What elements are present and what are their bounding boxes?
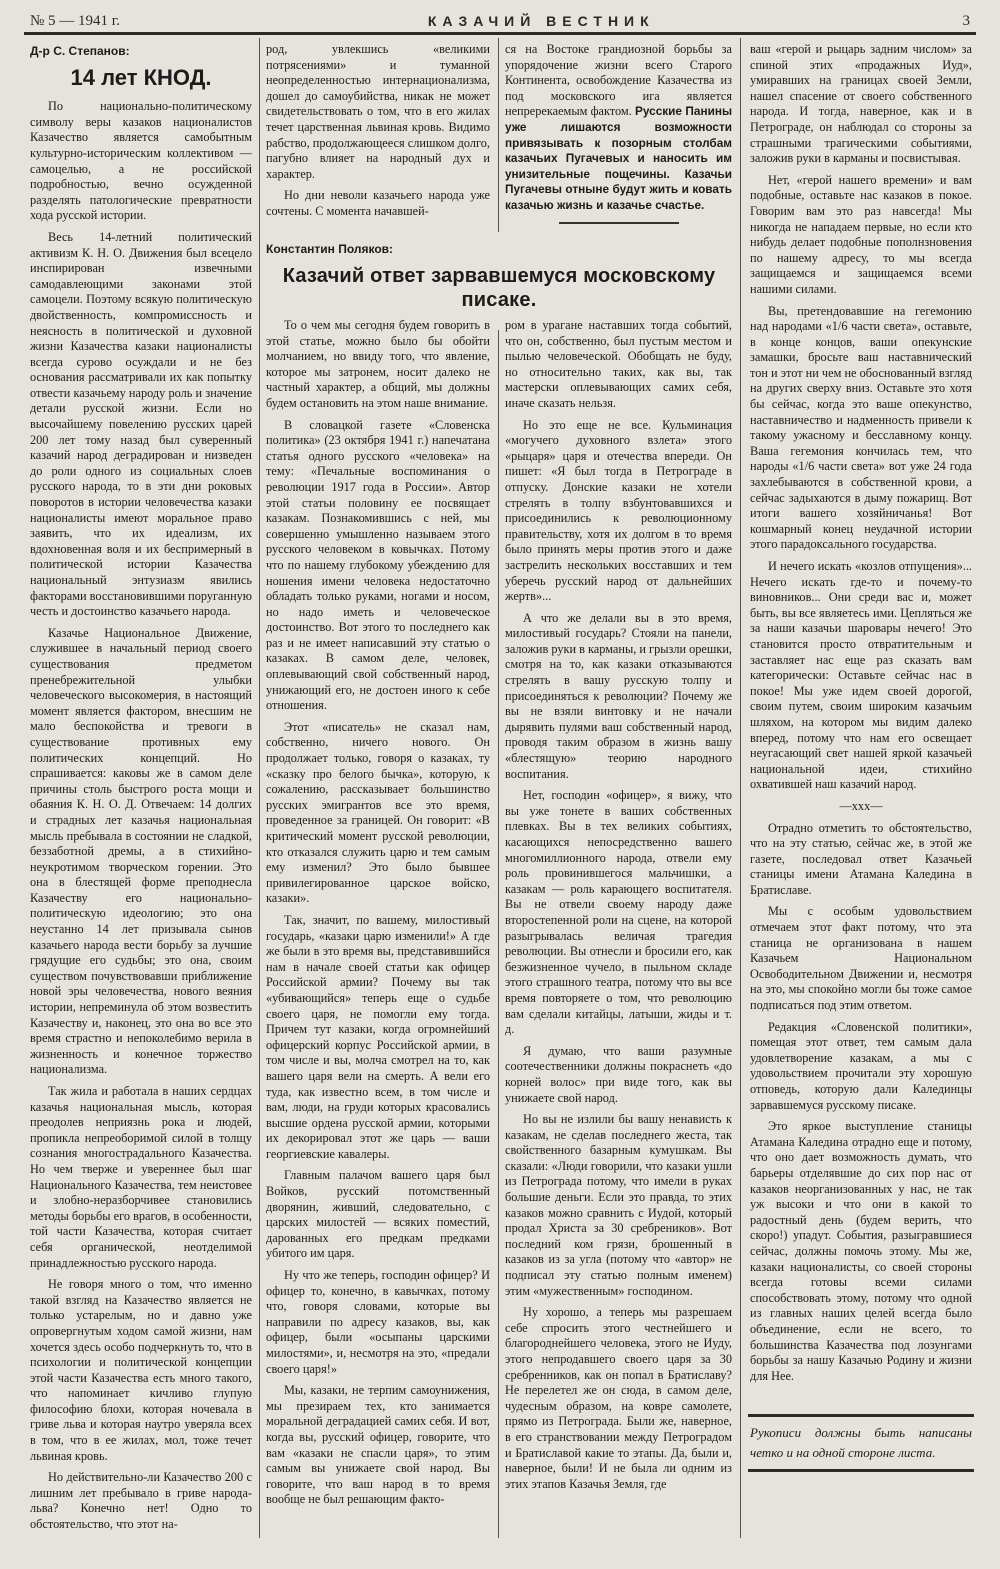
paragraph: Этот «писатель» не сказал нам, собственно, ничего нового. Он продолжает только, говоря о казаках, ту «сказку про белого бычка», которую, к сожалению, рассказывает большинство русских эмигрантов все это время, проведенное за границей. Он говорит: «В критический момент русской революции, кто отказался служить царю и тем самым ему изменил? Это было бывшее привилегированное царское войско, казаки». [266,719,490,906]
article2-title: Казачий ответ зарвавшемуся московскому писаке. [282,265,716,311]
paragraph: Ну что же теперь, господин офицер? И офицер то, конечно, в кавычках, потому что, говоря словами, которые вы направили по адресу казаков, вы, как офицер, были «осыпаны царскими милостями», и, несмотря на это, «предали своего царя!» [266,1268,490,1376]
paragraph: Нет, «герой нашего времени» и вам подобные, оставьте нас казаков в покое. Говорим вам это раз навсегда! Мы никогда не нападаем первые, но если кто нибудь делает подобные пополнзновения по нашему адресу, то мы всегда защищаемся и защищаемся всеми нашими силами. [750,172,972,296]
paragraph: Мы, казаки, не терпим самоунижения, мы презираем тех, кто занимается моральной деградацией самих себя. И вот, когда вы, русский офицер, говорите, что вам «казаки не спасли царя», то этим самым вы унижаете свой народ. Вы говорите, что ваш народ в то время вообще не был решающим факто- [266,1383,490,1507]
paragraph: Вы, претендовавшие на гегемонию над народами «1/6 части света», оставьте, в конце концов, ваши опекунские замашки, бросьте ваш наставнический тон и этот ни чем не обоснованный взгляд на других сверху вниз. Оставьте это хотя бы сейчас, когда это ваше опекунство, наставничество и надменность привели к такому ужасному и бесславному концу. Ваша гегемония кончилась тем, что народы «1/6 части света» вот уже 24 года захлебываются в собственной крови, а сейчас задыхаются в дыму пожарищ. Вот итоги вашего хозяйничанья! Вот кошмарный конец неудачной истории этого парадоксального государства. [750,303,972,552]
article2-column-a [266,318,490,1540]
article2-column-b [505,318,732,1540]
column-divider [740,38,741,1538]
paragraph: А что же делали вы в это время, милостивый государь? Стояли на панели, заложив руки в карманы, и грызли орешки, смотря на то, как казаки отказываются стрелять в вашу русскую толпу и присоединяться к революции? Почему же вы не взяли винтовку и не начали дырявить пулями ваш собственный народ, проводя таким образом в жизнь вашу «блестящую» теорию народного воспитания. [505,610,732,781]
paragraph: Но действительно-ли Казачество 200 с лишним лет пребывало в гриве народа-льва? Конечно нет! Одно то обстоятельство, что этот на- [30,1470,252,1532]
article1-author: Д-р С. Степанов: [30,44,130,58]
paragraph: Нет, господин «офицер», я вижу, что вы уже тонете в ваших собственных плевках. Вы в тех великих событиях, касающихся непосредственно вашего многомиллионного народа, отвели ему роль провинившегося мальчишки, а казакам — роль карающего воспитателя. Вы не отвели своему народу даже второстепенной роли на сцене, на которой разыгрывалась величая трагедия революции. Вы отнесли и бросили его, как безжизненное чучело, в пыльном складе этого страшного театра, потому что вы все время повторяете о том, что революцию вам сделали китайцы, латыши, жиды и т. д. [505,788,732,1037]
bold-text: Русские Панины уже лишаются возможности привязывать к позорным столбам казачьих Пугачевых и наносить им унизительные пощечины. Казачьи Пугачевы отныне будут жить и ковать казачью жизнь и казачье счастье. [505,104,732,212]
paragraph: Так жила и работала в наших сердцах казачья национальная мысль, которая преодолев неприязнь рока и людей, пропикла непреоборимой силой в толщу сознания многострадального Казачества. Но чем тверже и увереннее был шаг Национального Казачества, тем неистовее и злобно-неразборчивее становились методы борьбы его врагов, в особенности, той части Казачества, которая считает себя органической, неотделимой принадлежностью русского народа. [30,1084,252,1270]
paragraph: Я думаю, что ваши разумные соотечественники должны покраснеть «до корней волос» при виде того, как вы унижаете свой народ. [505,1043,732,1105]
paragraph: Главным палачом вашего царя был Войков, русский потомственный дворянин, живший, следовательно, с царских милостей — всяких поместий, дарованных его предкам предками убитого им царя. [266,1168,490,1261]
paragraph: По национально-политическому символу веры казаков националистов Казачество является самобытным культурно-историческим коллективом — самоцелью, а не российской подробностью, вечно осужденной разделять патологические превратности хода русской истории. [30,99,252,223]
paragraph: Но дни неволи казачьего народа уже сочтены. С момента начавшей- [266,188,490,218]
paragraph: ром в урагане наставших тогда событий, что он, собственно, был пустым местом и пылью человеческой. Обобщать не буду, но относительно таких, как вы, так мастерски оплевывающих самих себя, иначе сказать нельзя. [505,318,732,410]
header-rule [24,32,976,35]
paragraph: То о чем мы сегодня будем говорить в этой статье, можно было бы обойти молчанием, но ввиду того, что явление, которое мы затронем, носит далеко не частный характер, а общий, мы должны будем остановить на этом наше внимание. [266,318,490,410]
article1-title: 14 лет КНОД. [70,64,212,90]
newspaper-title: КАЗАЧИЙ ВЕСТНИК [427,13,655,29]
paragraph: Ну хорошо, а теперь мы разрешаем себе спросить этого честнейшего и благороднейшего человека, этого не Иуду, этого непродавшего своего царя за 30 сребренников, как он попал в Братиславу? Не перелетел же он сюда, в самом деле, чудесным образом, на ковре самолете, прямо из Петрограда. Были же, наверное, в его странствовании между Петроградом и Братиславой какие то этапы. Да, были и, наверное, были! И не была ли одним из этих этапов Казачья Земля, где [505,1305,732,1491]
paragraph: Не говоря много о том, что именно такой взгляд на Казачество является не только устарелым, но и давно уже опровергнутым ходом самой жизни, нам хочется здесь особо подчеркнуть то, что в психологии и политической концепции этой части Казачества есть много такого, что напоминает кичливо глупую философию блохи, которая ночевала в гриве льва и которая наутро уверяла всех в том, что в ее жилах, мол, тоже течет львиная кровь. [30,1277,252,1463]
paragraph: И нечего искать «козлов отпущения»... Нечего искать где-то и почему-то виновников... Они среди вас и, может быть, вы все являетесь ими. Цепляться же за наши казачьи шаровары нечего! Это становится просто отвратительным и заставляет нас еще раз сказать вам категорически: Оставьте сейчас нас в покое! Мы уже идем своей дорогой, своим путем, своим широким казачьим шляхом, на котором мы видим далеко вперед, потому что нам его освещает неугасающий свет нашей яркой казачьей национальной идеи, стихийно охватившей наш казачий народ. [750,559,972,792]
column-divider [498,38,499,232]
issue-number: № 5 — 1941 г. [30,12,121,29]
paragraph: Казачье Национальное Движение, служившее в начальный период своего существования предметом пренебрежительной улыбки человеческого высокомерия, в настоящий момент является фактором, внесшим не мало беспокойства и тревоги в существование противных ему политических концепций. Но спрашивается: каковы же в самом деле причины столь быстрого роста мощи и обаяния К. Н. О. Д. Отвечаем: 14 долгих и страдных лет казачья национальная мысль пребывала в состоянии не сладкой, беззаботной дремы, а в стихийно-неукротимом творческом горении. Это она в блестящей форме преподнесла Казачеству его национально-политическую идеологию; это она неустанно 14 лет призывала сынов казачьего народа вести борьбу за лучшие грядущие его судьбы; это она, своим существом почувствовавши приближение новой эры человечества, нового веяния истории, непреминула об этом возвестить Казачеству и, наконец, это она во все это время страстно и непоколебимо верила в жизненность и конечное торжество национализма. [30,625,252,1077]
paragraph: Так, значит, по вашему, милостивый государь, «казаки царю изменили!» А где же были в это время вы, представившийся нам в начале своей статьи как офицер Российской армии? Почему вы так «убивающийся» теперь еще о судьбе своего царя, не помогли ему тогда. Причем тут казаки, когда огромнейший офицерский корпус Российской армии, в том числе и вы, молча смотрел на то, как вашего царя вели на смерть. А вели его туда, как известно всем, в том числе и вам, люди, на груди которых красовались высшие ордена русской армии, которыми их декорировал этот же царь — ваши георгиевские кавалеры. [266,912,490,1161]
paragraph: В словацкой газете «Словенска политика» (23 октября 1941 г.) напечатана статья одного русского «человека» на тему: «Печальные воспоминания о революции 1917 года в России». Автор этой статьи половину ее посвящает казакам. Познакомившись с ней, мы совершенно умышленно называем этого русского человеком в ковычках. Потому что по нашему глубокому убеждению для ношения имени человека недостаточно обладать только руками, ногами и носом, но надо иметь и человеческое достоинство. Вот этого то последнего как раз и не имеет написавший эту статью о казаках. В самом деле, человек, оплевывающий свой собственный народ, унижающий его, не достоен иного к себе отношения. [266,417,490,713]
paragraph: Это яркое выступление станицы Атамана Каледина отрадно еще и потому, что оно дает возможность думать, что барьеры отделявшие до сих пор нас от казаков неорганизованных у нас, не так уж высоки и что они в какой то радостный день (будем верить, что скоро!) упадут. События, разыгравшиеся сейчас, должны помочь этому. Мы же, казаки националисты, со своей стороны всегда готовы всеми силами способствовать этому, потому что одной из главных наших целей всегда было объединение, если не всего, то большинства Казачества под лозунгами борьбы за нашу Казачью Родину и жизни для Нее. [750,1119,972,1383]
paragraph: Но вы не излили бы вашу ненависть к казакам, не сделав последнего жеста, так свойственного базарным кумушкам. Вы сказали: «Люди говорили, что казаки ушли из Петрограда потому, что имели в руках большие деньги. Если это правда, то этих казаков можно сравнить с Иудой, который продал Христа за 30 сребреников». Вот последний ком грязи, брошенный в казаков из за угла (потому что «автор» не подписал эту статью полным именем) этим «мужественным» господином. [505,1112,732,1298]
paragraph: род, увлекшись «великими потрясениями» и туманной неопределенностью интернационализма, дошел до самоубийства, никак не может свидетельствовать о том, что в его жилах течет царственная львиная кровь. Видимо рабство, продолжающееся слишком долго, пагубно влияет на народный дух и характер. [266,42,490,181]
plain-text: ся на Востоке грандиозной борьбы за упорядочение жизни всего Старого Континента, освобождение Казачества из под московского ига является непререкаемым фактом. [505,42,732,119]
article1-column [30,42,252,1542]
paragraph: Но это еще не все. Кульминация «могучего духовного взлета» этого «рыцаря» царя и отечества впереди. Он пишет: «Я был тогда в Петрограде в отпуску. Донские казаки не хотели стрелять в толпу взбунтовавшихся и присоединились к революционному правительству, хотя их долгом в то время было принять меры против этого и даже застрелить нескольких восставших и тем уберечь русский народ от дальнейших жертв»... [505,417,732,604]
article2-author: Константин Поляков: [266,242,394,256]
article-end-rule [559,222,679,224]
article2-column-c [750,42,972,1410]
page-number: 3 [962,12,970,29]
page-header [30,10,970,32]
paragraph: ваш «герой и рыцарь задним числом» за спиной этих «продажных Иуд», умиравших на границах своей Земли, нашел спасение от своего собственного народа. И тогда, наверное, как и в Петрограде, он наблюдал со стороны за страшными трагическими событиями, заложив руки в карманы и посвистывая. [750,42,972,166]
paragraph: Отрадно отметить то обстоятельство, что на эту статью, сейчас же, в этой же газете, последовал ответ Казачьей станицы имени Атамана Каледина в Братиславе. [750,820,972,897]
paragraph: Редакция «Словенской политики», помещая этот ответ, тем самым дала удовлетворение казакам, а мы с удовольствием прочитали эту хорошую отповедь, которую дали Калединцы зарвавшемуся русскому писаке. [750,1019,972,1112]
paragraph: Мы с особым удовольствием отмечаем этот факт потому, что эта станица не организована в нашем Казачьем Национальном Освободительном Движении и, несмотря на это, мы спокойно могли бы тоже самое подписаться под этим ответом. [750,904,972,1013]
article2-heading [266,242,732,324]
article1-ending [505,42,732,228]
column-divider [498,330,499,1538]
article1-continued [266,42,490,238]
column-divider [259,38,260,1538]
manuscript-notice: Рукописи должны быть написаны четко и на одной стороне листа. [748,1414,974,1472]
paragraph [505,42,732,214]
paragraph: Весь 14-летний политический активизм К. Н. О. Движения был всецело инспирирован извечными самодавлеющими законами этой самоцели. Поэтому всякую политическую двойственность, компромиссность и неясность в политической и духовной жизни Казачества казаки националисты всегда сурово осуждали и не без основания рассматривали их как попытку отвести казачьему народу роль и значение детали русской жизни. Если но высочайшему повелению русских царей 200 лет тому назад был суверенный казачий народ деградирован и низведен до роли одного из социальных слоев русского народа, то в эти дни роковых поворотов в истории человечества казаки националисты имеют моральное право заявить, что их идеализм, их вдохновенная воля и их беспримерный в политической истории Казачества национальный энтузиазм явились факторами восстановившими поруганную честь и достоинство казачьего народа. [30,229,252,619]
section-separator: —xxx— [839,798,883,813]
